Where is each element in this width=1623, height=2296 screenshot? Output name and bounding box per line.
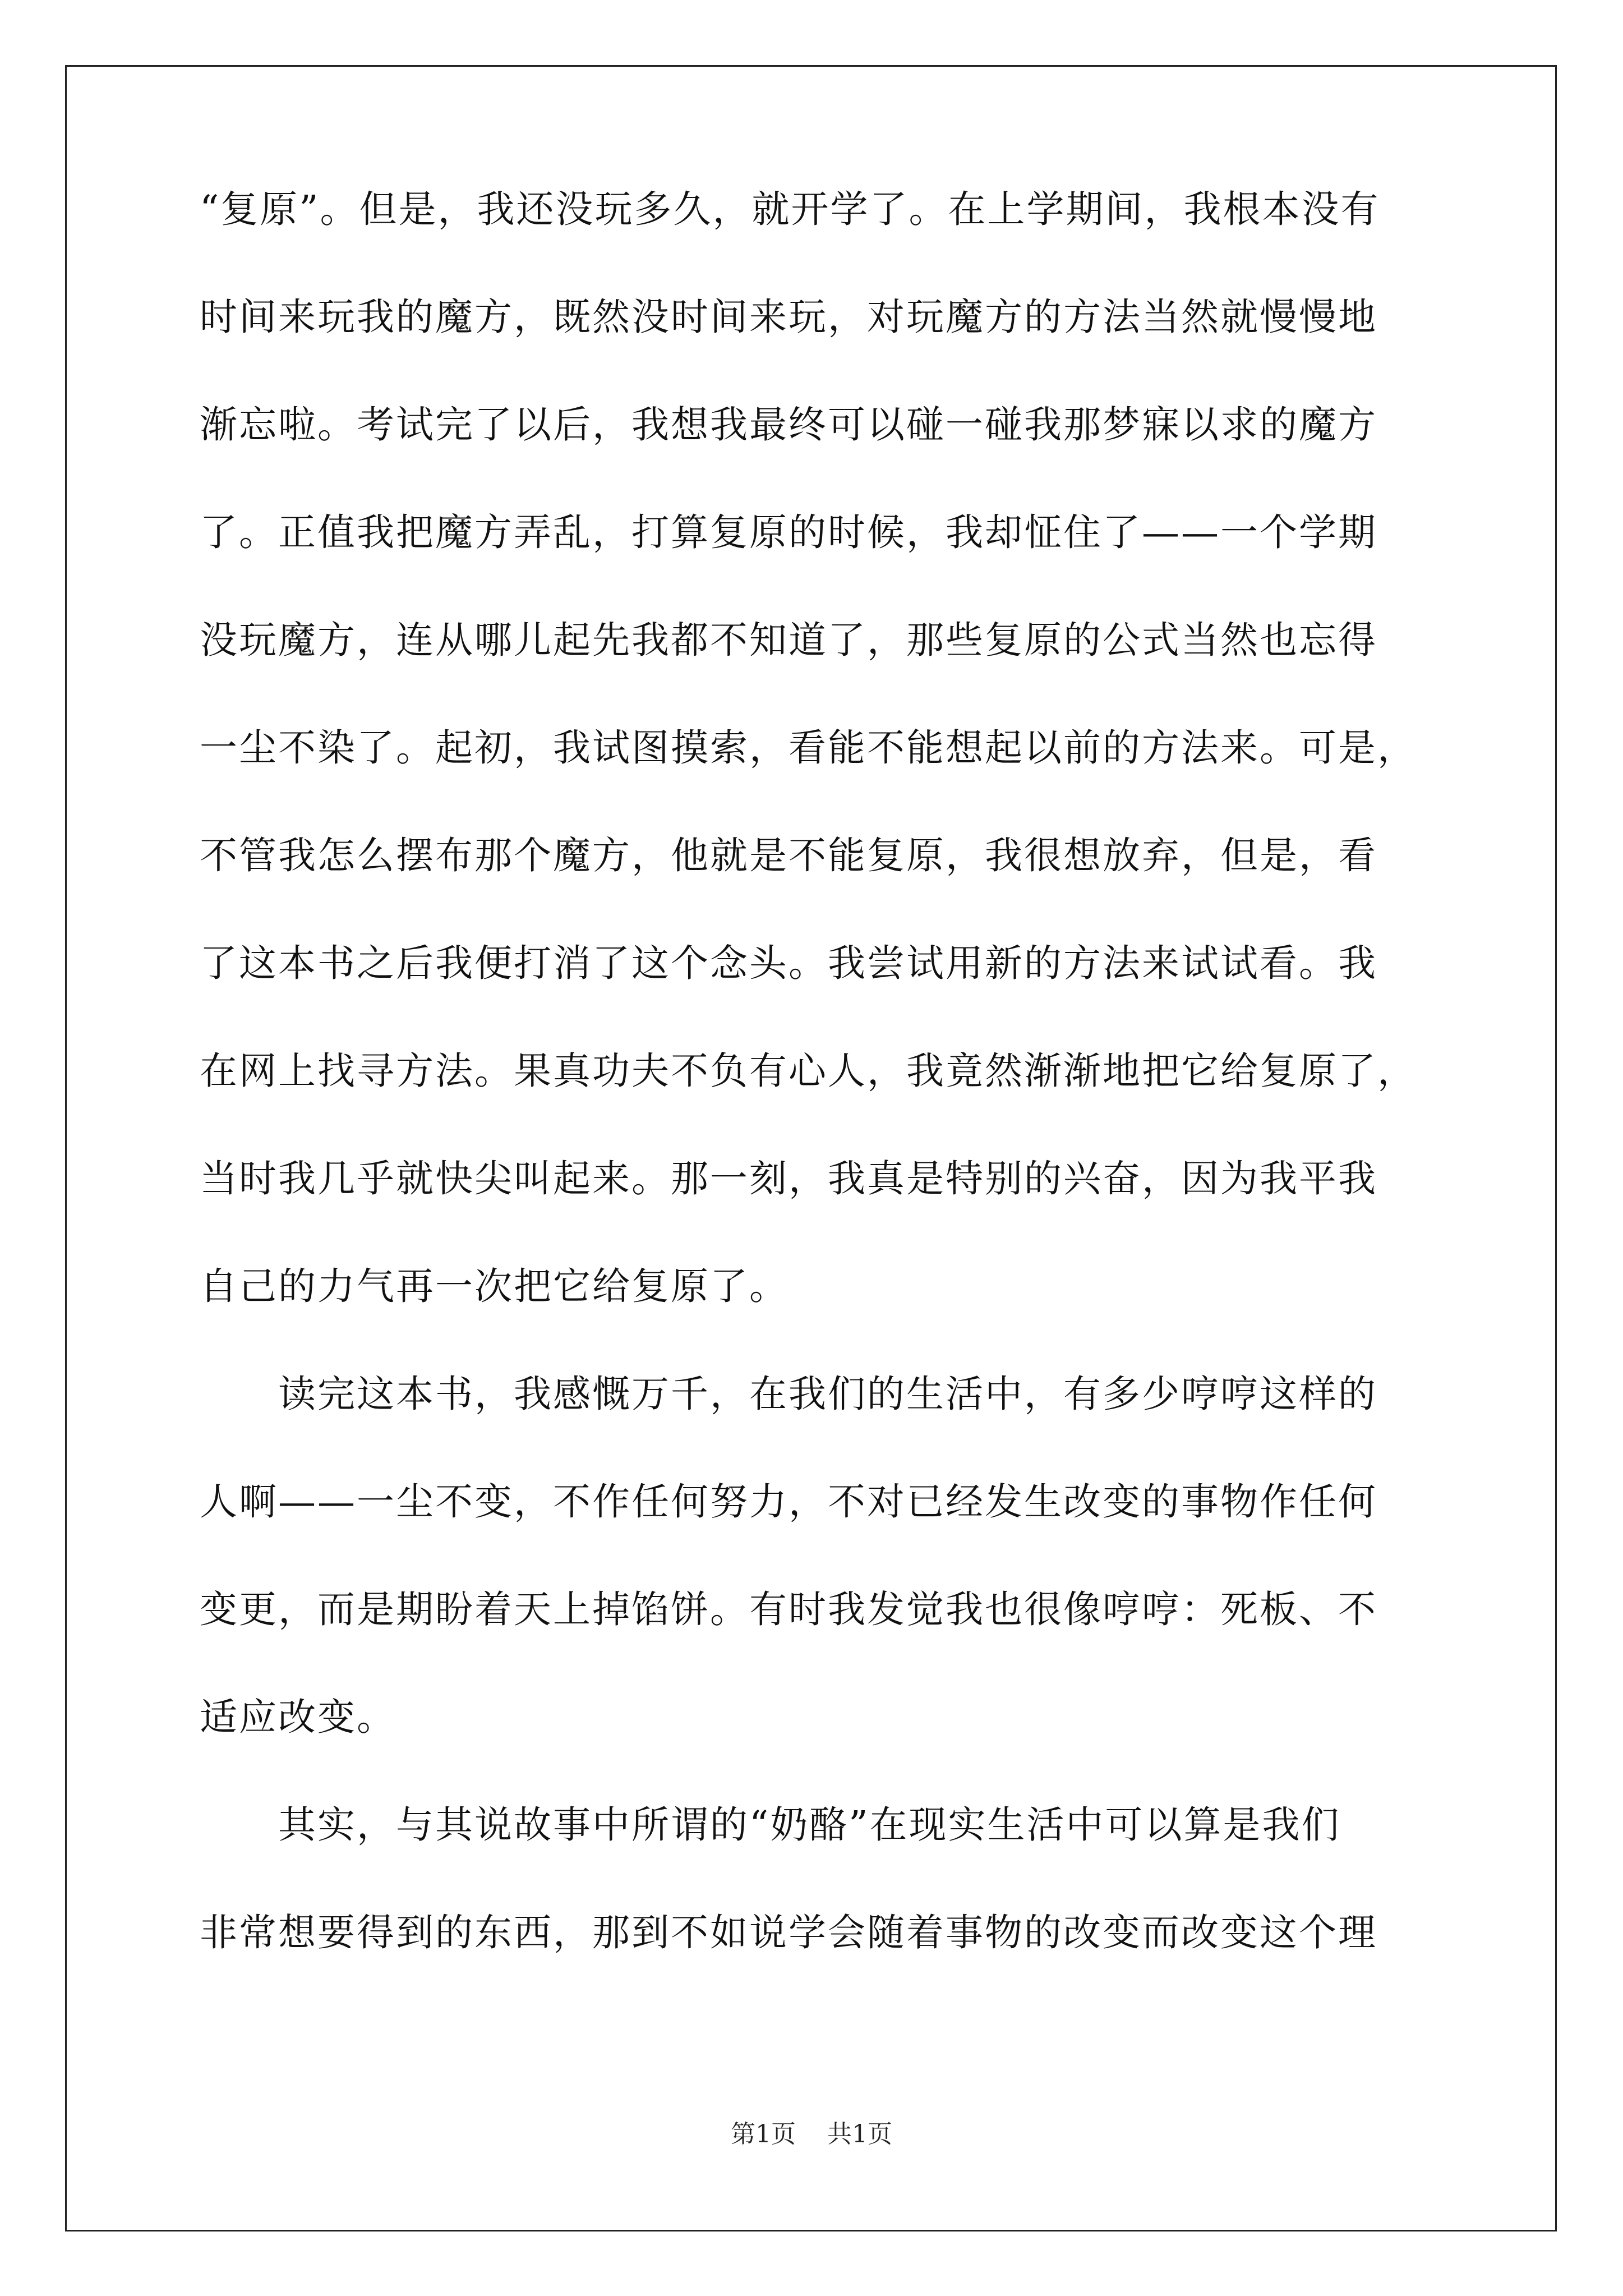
text-line: 变更，而是期盼着天上掉馅饼。有时我发觉我也很像哼哼：死板、不 [200,1588,1377,1631]
page-footer [0,2122,1623,2147]
text-line: 非常想要得到的东西，那到不如说学会随着事物的改变而改变这个理 [200,1911,1377,1954]
text-line: 了这本书之后我便打消了这个念头。我尝试用新的方法来试试看。我 [200,941,1377,985]
paragraph-start-line: 读完这本书，我感慨万千，在我们的生活中，有多少哼哼这样的 [278,1372,1377,1416]
paragraph-start-line: 其实，与其说故事中所谓的“奶酪”在现实生活中可以算是我们 [278,1803,1341,1847]
text-line: 适应改变。 [200,1695,396,1739]
text-line: 当时我几乎就快尖叫起来。那一刻，我真是特别的兴奋，因为我平我 [200,1157,1377,1200]
text-line: 时间来玩我的魔方，既然没时间来玩，对玩魔方的方法当然就慢慢地 [200,295,1377,339]
text-line: 渐忘啦。考试完了以后，我想我最终可以碰一碰我那梦寐以求的魔方 [200,403,1377,447]
page-number-current: 第1页 [731,2120,796,2148]
text-line: 在网上找寻方法。果真功夫不负有心人，我竟然渐渐地把它给复原了， [200,1049,1417,1093]
text-line: 自己的力气再一次把它给复原了。 [200,1264,789,1308]
text-line: “复原”。但是，我还没玩多久，就开学了。在上学期间，我根本没有 [200,187,1380,231]
page-number-total: 共1页 [827,2120,892,2148]
text-line: 人啊——一尘不变，不作任何努力，不对已经发生改变的事物作任何 [200,1480,1377,1524]
text-line: 了。正值我把魔方弄乱，打算复原的时候，我却怔住了——一个学期 [200,510,1377,554]
text-line: 一尘不染了。起初，我试图摸索，看能不能想起以前的方法来。可是， [200,726,1417,770]
document-body [200,187,1433,2022]
text-line: 不管我怎么摆布那个魔方，他就是不能复原，我很想放弃，但是，看 [200,834,1377,877]
text-line: 没玩魔方，连从哪儿起先我都不知道了，那些复原的公式当然也忘得 [200,618,1377,662]
